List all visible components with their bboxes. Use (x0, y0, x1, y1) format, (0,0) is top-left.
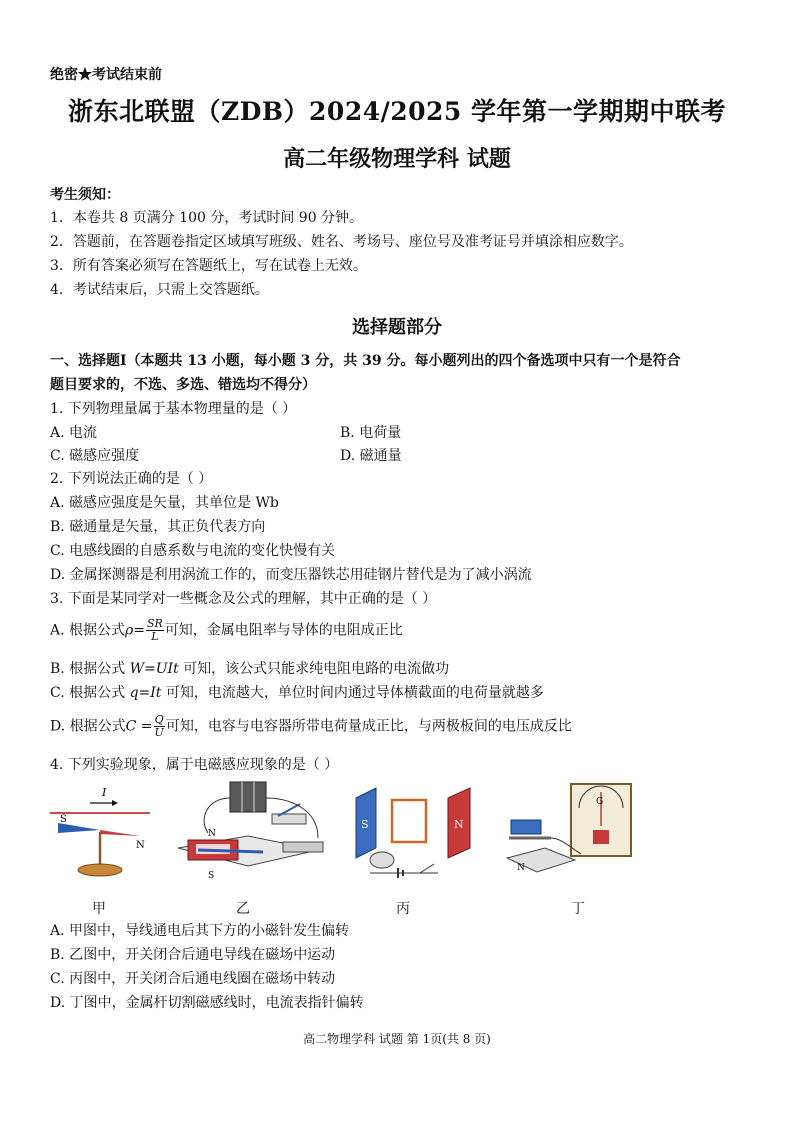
q2-option-c: C. 电感线圈的自感系数与电流的变化快慢有关 (50, 543, 336, 559)
q1-option-c: C. 磁感应强度 (50, 448, 140, 464)
current-label: I (102, 786, 107, 799)
magnet-south-label: S (208, 871, 215, 881)
notice-item-4: 4．考试结束后，只需上交答题纸。 (50, 282, 269, 298)
figure-label-jia: 甲 (92, 901, 106, 917)
q4-option-c: C. 丙图中，开关闭合后通电线圈在磁场中转动 (50, 971, 336, 987)
conductor-block (511, 820, 541, 834)
q2-stem: 2. 下列说法正确的是（ ） (50, 471, 213, 487)
instructions-line-1: 一、选择题Ⅰ（本题共 13 小题，每小题 3 分，共 39 分。每小题列出的四个备选项中只有一个是符合 (50, 353, 681, 369)
secret-label: 绝密★考试结束前 (50, 67, 162, 83)
q3-c-prefix: C. 根据公式 (50, 685, 130, 701)
metal-rod (198, 850, 263, 852)
q4-option-b: B. 乙图中，开关闭合后通电导线在磁场中运动 (50, 947, 336, 963)
q3-option-a (50, 618, 403, 643)
exam-subtitle: 高二年级物理学科 试题 (283, 146, 511, 172)
figure-ding (495, 778, 645, 888)
q2-option-a: A. 磁感应强度是矢量，其单位是 Wb (50, 495, 279, 511)
q2-option-d: D. 金属探测器是利用涡流工作的，而变压器铁芯用硅钢片替代是为了减小涡流 (50, 567, 532, 583)
q2-option-b: B. 磁通量是矢量，其正负代表方向 (50, 519, 266, 535)
q3-a-numerator: SR (146, 617, 163, 630)
magnet-north-label: N (208, 829, 216, 839)
q3-d-fraction (154, 714, 165, 739)
q3-d-formula-left: C = (125, 718, 153, 735)
figure-label-bing: 丙 (396, 901, 410, 917)
commutator (370, 852, 394, 868)
q1-option-d: D. 磁通量 (340, 448, 402, 464)
figure-jia (40, 778, 165, 888)
q3-a-formula-left: ρ= (125, 622, 145, 639)
q3-b-formula: W=UIt (129, 661, 179, 677)
q1-option-a: A. 电流 (50, 425, 98, 441)
q3-a-prefix: A. 根据公式 (50, 622, 126, 639)
section-title: 选择题部分 (352, 317, 442, 338)
q1-option-b: B. 电荷量 (340, 425, 402, 441)
q3-option-c (50, 682, 544, 702)
q3-c-suffix: 可知，电流越大，单位时间内通过导体横截面的电荷量就越多 (161, 685, 544, 701)
notice-item-1: 1．本卷共 8 页满分 100 分，考试时间 90 分钟。 (50, 210, 364, 226)
wire-left (204, 798, 230, 833)
q4-option-a: A. 甲图中，导线通电后其下方的小磁针发生偏转 (50, 923, 350, 939)
needle-north-label: N (136, 840, 145, 851)
q3-d-suffix: 可知，电容与电容器所带电荷量成正比，与两极板间的电压成反比 (165, 718, 572, 735)
rheostat (283, 842, 323, 852)
q3-b-suffix: 可知，该公式只能求纯电阻电路的电流做功 (178, 661, 450, 677)
switch (272, 814, 306, 824)
open-switch (420, 864, 434, 873)
q3-stem: 3. 下面是某同学对一些概念及公式的理解，其中正确的是（ ） (50, 591, 437, 607)
q3-option-d (50, 714, 572, 739)
q3-a-fraction (146, 618, 164, 643)
figure-yi (168, 778, 338, 888)
figure-bing (348, 778, 478, 888)
figure-label-yi: 乙 (236, 901, 250, 917)
q3-d-numerator: Q (154, 713, 164, 726)
page-footer: 高二物理学科 试题 第 1页(共 8 页) (303, 1032, 491, 1046)
galvanometer-magnet (593, 830, 609, 844)
figure-label-ding: 丁 (571, 901, 585, 917)
q3-a-denominator: L (151, 630, 159, 643)
needle-north-half (100, 830, 140, 836)
base-north-label: N (517, 863, 525, 873)
notice-item-3: 3．所有答案必须写在答题纸上，写在试卷上无效。 (50, 258, 367, 274)
instructions-line-2: 题目要求的，不选、多选、错选均不得分） (50, 377, 316, 393)
battery-pack (230, 782, 266, 812)
q3-d-denominator: U (154, 726, 164, 739)
coil-loop (392, 800, 426, 842)
q3-c-formula: q=It (129, 685, 162, 701)
current-arrow-head (112, 800, 118, 806)
pole-s-label: S (361, 818, 369, 831)
exam-title: 浙东北联盟（ZDB）2024/2025 学年第一学期期中联考 (67, 97, 727, 126)
q4-stem: 4. 下列实验现象，属于电磁感应现象的是（ ） (50, 757, 339, 773)
notice-heading: 考生须知： (50, 187, 120, 203)
q3-option-b (50, 658, 449, 678)
needle-stand-base (78, 864, 122, 876)
q4-option-d: D. 丁图中，金属杆切割磁感线时，电流表指针偏转 (50, 995, 364, 1011)
q3-d-prefix: D. 根据公式 (50, 718, 126, 735)
pole-n-label: N (454, 818, 464, 831)
q1-stem: 1. 下列物理量属于基本物理量的是（ ） (50, 401, 297, 417)
galvanometer-label: G (596, 797, 604, 807)
needle-south-label: S (60, 814, 67, 825)
q3-b-prefix: B. 根据公式 (50, 661, 130, 677)
notice-item-2: 2．答题前，在答题卷指定区域填写班级、姓名、考场号、座位号及准考证号并填涂相应数字。 (50, 234, 633, 250)
q3-a-suffix: 可知，金属电阻率与导体的电阻成正比 (164, 622, 403, 639)
